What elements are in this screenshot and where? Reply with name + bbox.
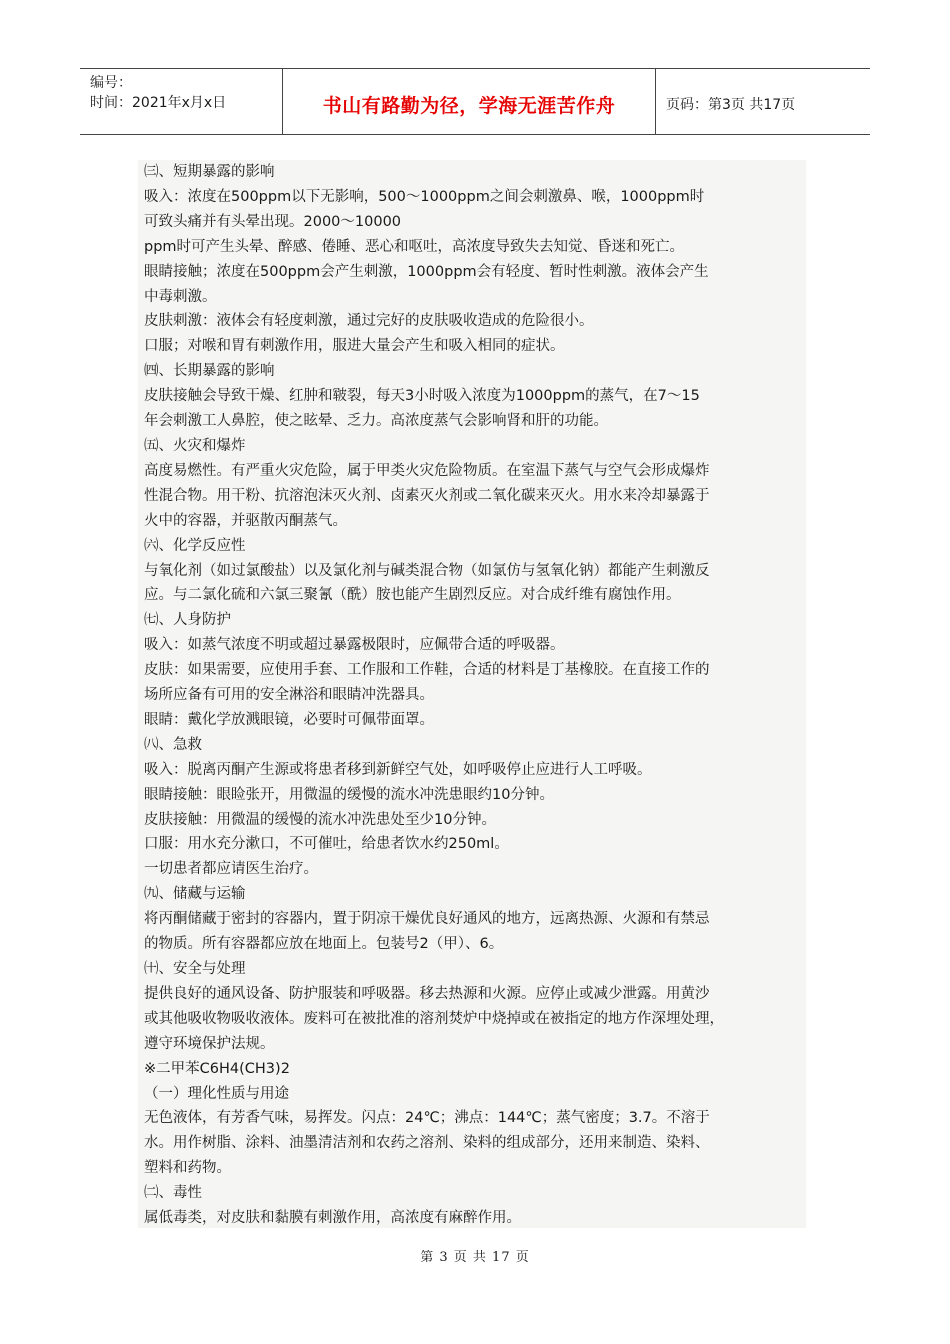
text-line: 提供良好的通风设备、防护服装和呼吸器。移去热源和火源。应停止或减少泄露。用黄沙 bbox=[144, 985, 710, 1002]
text-line: 塑料和药物。 bbox=[144, 1160, 231, 1177]
text-line: ㈨、储藏与运输 bbox=[144, 886, 246, 903]
text-line: 一切患者都应请医生治疗。 bbox=[144, 861, 318, 878]
text-line: 火中的容器，并驱散丙酮蒸气。 bbox=[144, 512, 347, 529]
text-line: 中毒刺激。 bbox=[144, 288, 217, 305]
header-page-number: 页码：第3页 共17页 bbox=[666, 96, 796, 113]
text-line: 眼睛接触：眼睑张开，用微温的缓慢的流水冲洗患眼约10分钟。 bbox=[144, 786, 554, 803]
text-line: 皮肤接触会导致干燥、红肿和皲裂，每天3小时吸入浓度为1000ppm的蒸气，在7～15 bbox=[144, 388, 700, 405]
serial-label: 编号： bbox=[90, 75, 132, 91]
text-line: 吸入：脱离丙酮产生源或将患者移到新鲜空气处，如呼吸停止应进行人工呼吸。 bbox=[144, 761, 652, 778]
text-line: 眼睛：戴化学放溅眼镜，必要时可佩带面罩。 bbox=[144, 711, 434, 728]
text-line: 皮肤接触：用微温的缓慢的流水冲洗患处至少10分钟。 bbox=[144, 811, 496, 828]
text-line: ㈥、化学反应性 bbox=[144, 537, 246, 554]
text-line: 吸入：浓度在500ppm以下无影响，500～1000ppm之间会刺激鼻、喉，1000ppm时 bbox=[144, 188, 705, 205]
text-line: 水。用作树脂、涂料、油墨清洁剂和农药之溶剂、染料的组成部分，还用来制造、染料、 bbox=[144, 1135, 710, 1152]
header-meta bbox=[80, 69, 283, 134]
text-line: 场所应备有可用的安全淋浴和眼睛冲洗器具。 bbox=[144, 687, 434, 704]
text-line: 高度易燃性。有严重火灾危险，属于甲类火灾危险物质。在室温下蒸气与空气会形成爆炸 bbox=[144, 462, 710, 479]
text-line: 的物质。所有容器都应放在地面上。包装号2（甲）、6。 bbox=[144, 936, 504, 953]
text-line: ㈧、急救 bbox=[144, 736, 202, 753]
page-footer: 第 3 页 共 17 页 bbox=[420, 1250, 530, 1265]
document-body bbox=[138, 160, 806, 1228]
text-line: 将丙酮储藏于密封的容器内，置于阴凉干燥优良好通风的地方，远离热源、火源和有禁忌 bbox=[144, 911, 710, 928]
header-motto: 书山有路勤为径，学海无涯苦作舟 bbox=[283, 69, 656, 134]
date-label: 时间：2021年x月x日 bbox=[90, 95, 227, 111]
text-line: 年会刺激工人鼻腔，使之眩晕、乏力。高浓度蒸气会影响肾和肝的功能。 bbox=[144, 413, 608, 430]
text-line: 吸入：如蒸气浓度不明或超过暴露极限时，应佩带合适的呼吸器。 bbox=[144, 637, 565, 654]
text-line: 遵守环境保护法规。 bbox=[144, 1035, 275, 1052]
page-header bbox=[80, 68, 870, 135]
text-line: 口服；对喉和胃有刺激作用，服进大量会产生和吸入相同的症状。 bbox=[144, 338, 565, 355]
text-line: 可致头痛并有头晕出现。2000～10000 bbox=[144, 213, 402, 230]
text-line: 口服：用水充分漱口，不可催吐，给患者饮水约250ml。 bbox=[144, 836, 509, 853]
text-line: 性混合物。用干粉、抗溶泡沫灭火剂、卤素灭火剂或二氧化碳来灭火。用水来冷却暴露于 bbox=[144, 487, 710, 504]
text-line: ㈩、安全与处理 bbox=[144, 961, 246, 977]
text-line: ※二甲苯C6H4(CH3)2 bbox=[144, 1060, 290, 1077]
text-line: 眼睛接触；浓度在500ppm会产生刺激，1000ppm会有轻度、暂时性刺激。液体会产生 bbox=[144, 263, 709, 280]
text-line: 与氧化剂（如过氯酸盐）以及氯化剂与碱类混合物（如氯仿与氢氧化钠）都能产生刺激反 bbox=[144, 562, 710, 579]
text-line: ㈦、人身防护 bbox=[144, 612, 231, 629]
text-line: ㈢、短期暴露的影响 bbox=[144, 164, 275, 180]
text-line: ppm时可产生头晕、醉感、倦睡、恶心和呕吐，高浓度导致失去知觉、昏迷和死亡。 bbox=[144, 238, 685, 255]
text-line: 属低毒类，对皮肤和黏膜有刺激作用，高浓度有麻醉作用。 bbox=[144, 1210, 521, 1227]
text-line: 皮肤刺激：液体会有轻度刺激，通过完好的皮肤吸收造成的危险很小。 bbox=[144, 313, 594, 330]
text-line: ㈡、毒性 bbox=[144, 1185, 202, 1202]
text-line: 无色液体，有芳香气味，易挥发。闪点：24℃；沸点：144℃；蒸气密度；3.7。不溶于 bbox=[144, 1110, 710, 1127]
text-line: 应。与二氯化硫和六氯三聚氰（酰）胺也能产生剧烈反应。对合成纤维有腐蚀作用。 bbox=[144, 587, 681, 604]
text-line: 或其他吸收物吸收液体。废料可在被批准的溶剂焚炉中烧掉或在被指定的地方作深埋处理， bbox=[144, 1010, 724, 1027]
text-line: （一）理化性质与用途 bbox=[144, 1085, 289, 1102]
text-line: ㈣、长期暴露的影响 bbox=[144, 363, 275, 380]
text-line: 皮肤：如果需要，应使用手套、工作服和工作鞋，合适的材料是丁基橡胶。在直接工作的 bbox=[144, 662, 710, 679]
text-line: ㈤、火灾和爆炸 bbox=[144, 437, 246, 454]
